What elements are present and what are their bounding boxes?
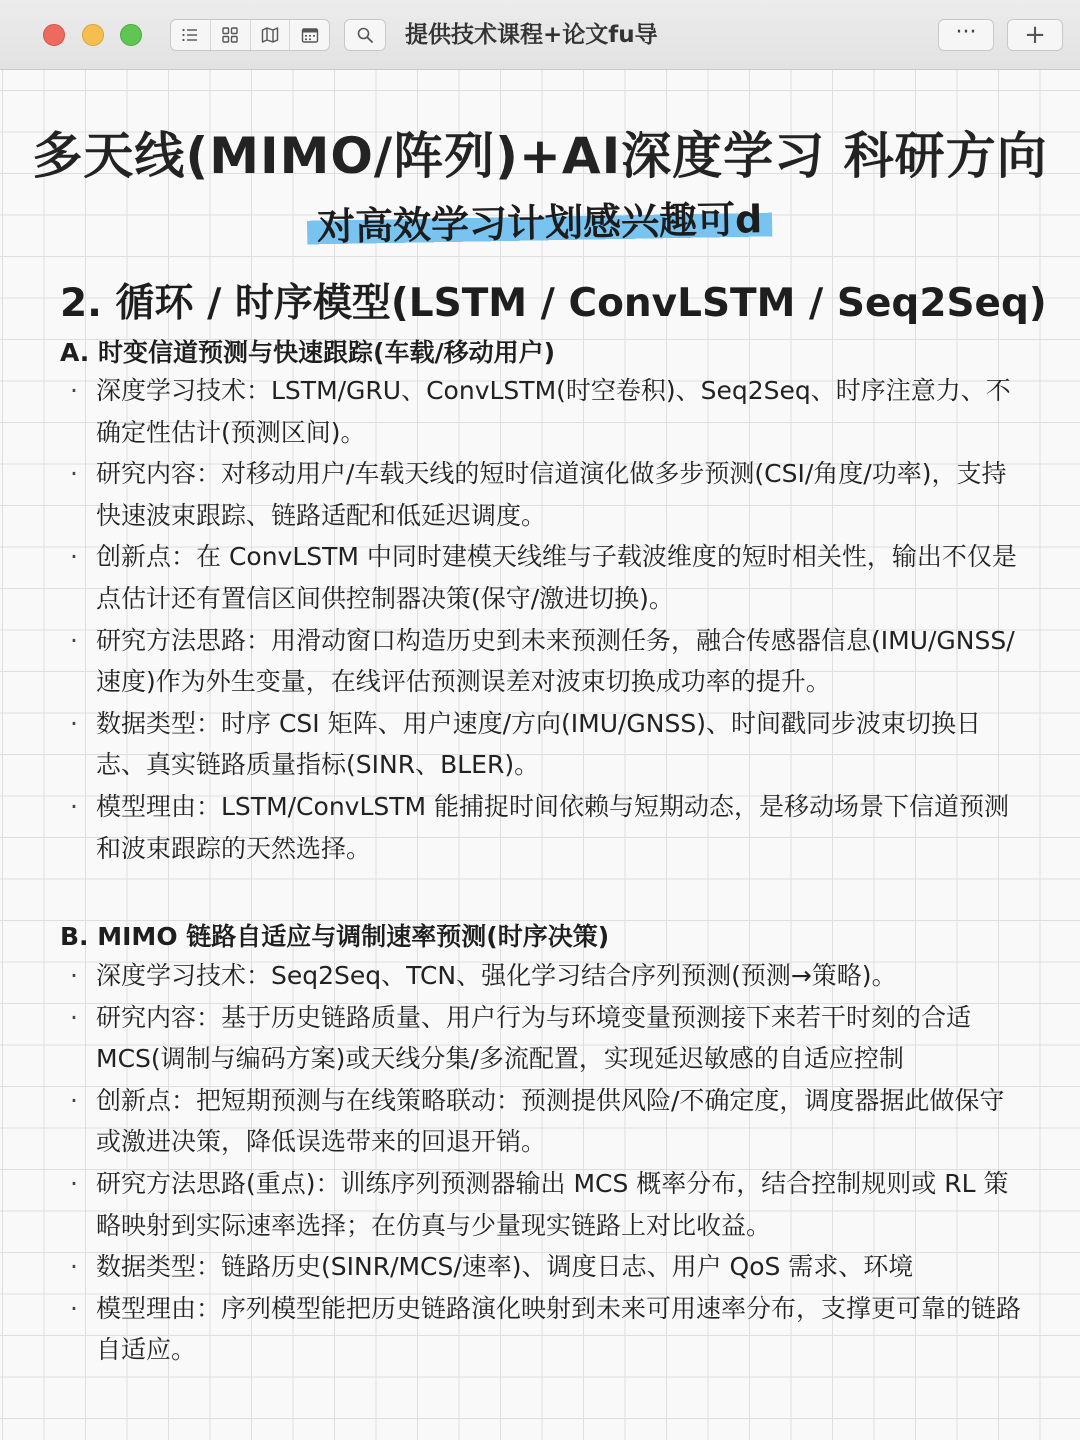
search-button[interactable] xyxy=(344,19,386,51)
list-item: · 研究方法思路：用滑动窗口构造历史到未来预测任务，融合传感器信息(IMU/GNSS/速度)作为外生变量，在线评估预测误差对波束切换成功率的提升。 xyxy=(64,620,1024,703)
calendar-icon xyxy=(301,26,319,44)
highlighted-subtitle: 对高效学习计划感兴趣可d xyxy=(307,188,773,251)
bullet-dot-icon: · xyxy=(70,708,78,738)
view-toolbar xyxy=(170,19,330,51)
grid-view-button[interactable] xyxy=(211,20,251,50)
list-item: · 模型理由：LSTM/ConvLSTM 能捕捉时间依赖与短期动态，是移动场景下信道预测和波束跟踪的天然选择。 xyxy=(64,786,1024,869)
bullet-dot-icon: · xyxy=(70,1293,78,1323)
close-window-button[interactable] xyxy=(43,24,65,46)
zoom-window-button[interactable] xyxy=(120,24,142,46)
map-icon xyxy=(261,26,279,44)
document-title: 多天线(MIMO/阵列)+AI深度学习 科研方向 xyxy=(32,127,1048,185)
bullet-dot-icon: · xyxy=(70,625,78,655)
list-icon xyxy=(181,26,199,44)
list-item: · 数据类型：时序 CSI 矩阵、用户速度/方向(IMU/GNSS)、时间戳同步波束切换日志、真实链路质量指标(SINR、BLER)。 xyxy=(64,703,1024,786)
list-item: · 研究内容：基于历史链路质量、用户行为与环境变量预测接下来若干时刻的合适 MCS(调制与编码方案)或天线分集/多流配置，实现延迟敏感的自适应控制 xyxy=(64,997,1024,1080)
map-view-button[interactable] xyxy=(251,20,291,50)
minimize-window-button[interactable] xyxy=(82,24,104,46)
list-item: · 数据类型：链路历史(SINR/MCS/速率)、调度日志、用户 QoS 需求、环境 xyxy=(64,1246,1024,1288)
search-icon xyxy=(356,26,374,44)
bullet-dot-icon: · xyxy=(70,1085,78,1115)
list-item: · 模型理由：序列模型能把历史链路演化映射到未来可用速率分布，支撑更可靠的链路自适应。 xyxy=(64,1288,1024,1371)
bullet-dot-icon: · xyxy=(70,376,78,405)
subsection-heading-a: A. 时变信道预测与快速跟踪(车载/移动用户) xyxy=(60,338,555,367)
window-title: 提供技术课程+论文fu导 xyxy=(405,22,658,48)
list-item: · 深度学习技术：Seq2Seq、TCN、强化学习结合序列预测(预测→策略)。 xyxy=(64,955,1024,997)
list-view-button[interactable] xyxy=(171,20,211,50)
grid-icon xyxy=(221,26,239,44)
bullet-dot-icon: · xyxy=(70,1002,78,1032)
bullet-dot-icon: · xyxy=(70,459,78,489)
calendar-view-button[interactable] xyxy=(290,20,329,50)
list-item: · 创新点：把短期预测与在线策略联动：预测提供风险/不确定度，调度器据此做保守或激进决策，降低误选带来的回退开销。 xyxy=(64,1080,1024,1163)
subtitle-container xyxy=(0,192,1080,247)
section-title: 2. 循环 / 时序模型(LSTM / ConvLSTM / Seq2Seq) xyxy=(60,281,1047,326)
bullet-dot-icon: · xyxy=(70,1168,78,1198)
note-document[interactable] xyxy=(0,70,1080,1440)
window-titlebar xyxy=(0,0,1080,70)
list-item: · 研究方法思路(重点)：训练序列预测器输出 MCS 概率分布，结合控制规则或 RL 策略映射到实际速率选择；在仿真与少量现实链路上对比收益。 xyxy=(64,1163,1024,1246)
add-note-button[interactable]: + xyxy=(1007,19,1063,51)
bullet-dot-icon: · xyxy=(70,542,78,572)
subsection-heading-b: B. MIMO 链路自适应与调制速率预测(时序决策) xyxy=(60,922,610,951)
bullet-dot-icon: · xyxy=(70,961,78,990)
list-item: · 创新点：在 ConvLSTM 中同时建模天线维与子载波维度的短时相关性，输出不仅是点估计还有置信区间供控制器决策(保守/激进切换)。 xyxy=(64,536,1024,619)
bullet-list-a xyxy=(64,370,1024,869)
more-options-button[interactable]: ··· xyxy=(938,19,994,51)
bullet-dot-icon: · xyxy=(70,1252,78,1282)
list-item: · 研究内容：对移动用户/车载天线的短时信道演化做多步预测(CSI/角度/功率)，支持快速波束跟踪、链路适配和低延迟调度。 xyxy=(64,453,1024,536)
bullet-list-b xyxy=(64,955,1024,1371)
bullet-dot-icon: · xyxy=(70,791,78,821)
list-item: · 深度学习技术：LSTM/GRU、ConvLSTM(时空卷积)、Seq2Seq、时序注意力、不确定性估计(预测区间)。 xyxy=(64,370,1024,453)
